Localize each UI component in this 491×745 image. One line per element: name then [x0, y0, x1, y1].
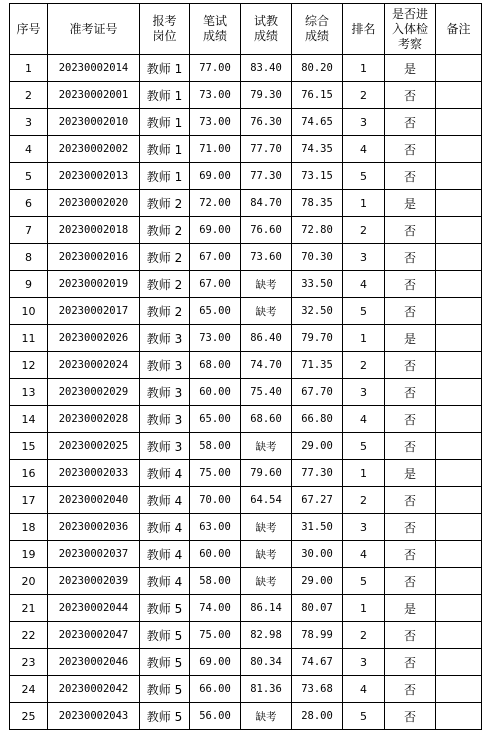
cell-position: 教师 2	[140, 298, 190, 325]
cell-composite-score: 31.50	[292, 514, 343, 541]
column-header-remarks	[436, 4, 482, 55]
cell-written-score: 66.00	[190, 676, 241, 703]
column-header-text: 成绩	[253, 29, 278, 43]
cell-position: 教师 2	[140, 190, 190, 217]
table-row	[10, 487, 482, 514]
cell-physical-exam: 否	[385, 217, 436, 244]
cell-remarks	[436, 541, 482, 568]
cell-exam-id: 20230002044	[48, 595, 140, 622]
column-header-text: 准考证号	[69, 21, 118, 36]
cell-trial-teaching-score: 86.14	[241, 595, 292, 622]
cell-composite-score: 74.67	[292, 649, 343, 676]
cell-trial-teaching-score: 80.34	[241, 649, 292, 676]
table-row	[10, 460, 482, 487]
cell-seq: 25	[10, 703, 48, 730]
cell-trial-teaching-score: 缺考	[241, 703, 292, 730]
cell-physical-exam: 否	[385, 298, 436, 325]
cell-rank: 2	[343, 352, 385, 379]
cell-position: 教师 2	[140, 217, 190, 244]
cell-position: 教师 4	[140, 487, 190, 514]
table-row	[10, 82, 482, 109]
column-header-text: 成绩	[304, 29, 329, 43]
cell-seq: 12	[10, 352, 48, 379]
cell-exam-id: 20230002024	[48, 352, 140, 379]
table-row	[10, 352, 482, 379]
cell-physical-exam: 否	[385, 406, 436, 433]
cell-remarks	[436, 406, 482, 433]
table-row	[10, 568, 482, 595]
cell-position: 教师 5	[140, 703, 190, 730]
table-row	[10, 325, 482, 352]
cell-position: 教师 2	[140, 244, 190, 271]
cell-seq: 5	[10, 163, 48, 190]
cell-composite-score: 76.15	[292, 82, 343, 109]
cell-position: 教师 4	[140, 568, 190, 595]
cell-written-score: 75.00	[190, 460, 241, 487]
column-header-text: 是否进	[391, 6, 428, 21]
cell-remarks	[436, 136, 482, 163]
cell-written-score: 67.00	[190, 271, 241, 298]
cell-trial-teaching-score: 79.30	[241, 82, 292, 109]
table-row	[10, 649, 482, 676]
cell-trial-teaching-score: 缺考	[241, 541, 292, 568]
cell-composite-score: 67.27	[292, 487, 343, 514]
cell-rank: 3	[343, 649, 385, 676]
cell-composite-score: 71.35	[292, 352, 343, 379]
cell-seq: 14	[10, 406, 48, 433]
cell-remarks	[436, 595, 482, 622]
cell-composite-score: 73.15	[292, 163, 343, 190]
cell-trial-teaching-score: 缺考	[241, 433, 292, 460]
cell-rank: 3	[343, 379, 385, 406]
cell-physical-exam: 否	[385, 568, 436, 595]
cell-trial-teaching-score: 缺考	[241, 514, 292, 541]
cell-exam-id: 20230002046	[48, 649, 140, 676]
cell-physical-exam: 否	[385, 514, 436, 541]
column-header-text: 考察	[397, 36, 422, 51]
cell-written-score: 73.00	[190, 82, 241, 109]
cell-seq: 22	[10, 622, 48, 649]
cell-written-score: 75.00	[190, 622, 241, 649]
cell-rank: 4	[343, 676, 385, 703]
cell-seq: 8	[10, 244, 48, 271]
cell-position: 教师 5	[140, 595, 190, 622]
cell-physical-exam: 是	[385, 325, 436, 352]
cell-remarks	[436, 514, 482, 541]
table-row	[10, 622, 482, 649]
table-row	[10, 514, 482, 541]
cell-position: 教师 1	[140, 55, 190, 82]
cell-exam-id: 20230002017	[48, 298, 140, 325]
cell-physical-exam: 是	[385, 55, 436, 82]
table-row	[10, 244, 482, 271]
cell-trial-teaching-score: 79.60	[241, 460, 292, 487]
cell-physical-exam: 否	[385, 703, 436, 730]
cell-physical-exam: 否	[385, 649, 436, 676]
cell-rank: 4	[343, 271, 385, 298]
cell-written-score: 58.00	[190, 568, 241, 595]
cell-seq: 17	[10, 487, 48, 514]
cell-written-score: 68.00	[190, 352, 241, 379]
cell-composite-score: 77.30	[292, 460, 343, 487]
cell-physical-exam: 否	[385, 487, 436, 514]
cell-remarks	[436, 82, 482, 109]
cell-trial-teaching-score: 68.60	[241, 406, 292, 433]
cell-rank: 2	[343, 487, 385, 514]
cell-composite-score: 72.80	[292, 217, 343, 244]
table-row	[10, 541, 482, 568]
cell-physical-exam: 否	[385, 352, 436, 379]
cell-remarks	[436, 190, 482, 217]
column-header-text: 成绩	[202, 29, 227, 43]
cell-trial-teaching-score: 缺考	[241, 568, 292, 595]
cell-exam-id: 20230002042	[48, 676, 140, 703]
cell-exam-id: 20230002010	[48, 109, 140, 136]
cell-composite-score: 29.00	[292, 433, 343, 460]
cell-composite-score: 32.50	[292, 298, 343, 325]
cell-remarks	[436, 352, 482, 379]
cell-remarks	[436, 109, 482, 136]
table-row	[10, 379, 482, 406]
cell-position: 教师 1	[140, 136, 190, 163]
cell-trial-teaching-score: 83.40	[241, 55, 292, 82]
cell-trial-teaching-score: 缺考	[241, 298, 292, 325]
cell-position: 教师 2	[140, 271, 190, 298]
column-header-text: 报考	[152, 14, 177, 28]
cell-position: 教师 3	[140, 352, 190, 379]
column-header-trial-teaching-score	[241, 4, 292, 55]
cell-physical-exam: 是	[385, 460, 436, 487]
cell-remarks	[436, 325, 482, 352]
cell-written-score: 58.00	[190, 433, 241, 460]
cell-remarks	[436, 622, 482, 649]
cell-trial-teaching-score: 74.70	[241, 352, 292, 379]
cell-exam-id: 20230002029	[48, 379, 140, 406]
cell-exam-id: 20230002028	[48, 406, 140, 433]
cell-trial-teaching-score: 86.40	[241, 325, 292, 352]
cell-seq: 21	[10, 595, 48, 622]
cell-seq: 1	[10, 55, 48, 82]
cell-physical-exam: 否	[385, 622, 436, 649]
cell-position: 教师 3	[140, 406, 190, 433]
cell-remarks	[436, 217, 482, 244]
cell-trial-teaching-score: 76.30	[241, 109, 292, 136]
cell-position: 教师 5	[140, 676, 190, 703]
cell-remarks	[436, 163, 482, 190]
cell-composite-score: 79.70	[292, 325, 343, 352]
cell-rank: 5	[343, 568, 385, 595]
cell-seq: 3	[10, 109, 48, 136]
cell-seq: 6	[10, 190, 48, 217]
cell-position: 教师 4	[140, 514, 190, 541]
cell-written-score: 73.00	[190, 325, 241, 352]
column-header-text: 岗位	[152, 29, 177, 43]
cell-composite-score: 67.70	[292, 379, 343, 406]
cell-rank: 1	[343, 55, 385, 82]
cell-rank: 1	[343, 325, 385, 352]
cell-rank: 2	[343, 82, 385, 109]
cell-exam-id: 20230002016	[48, 244, 140, 271]
cell-exam-id: 20230002039	[48, 568, 140, 595]
cell-rank: 3	[343, 109, 385, 136]
cell-written-score: 67.00	[190, 244, 241, 271]
cell-position: 教师 3	[140, 325, 190, 352]
cell-written-score: 71.00	[190, 136, 241, 163]
column-header-text: 笔试	[202, 14, 227, 28]
cell-exam-id: 20230002026	[48, 325, 140, 352]
cell-seq: 2	[10, 82, 48, 109]
table-row	[10, 163, 482, 190]
column-header-rank	[343, 4, 385, 55]
cell-written-score: 60.00	[190, 379, 241, 406]
cell-remarks	[436, 703, 482, 730]
cell-rank: 5	[343, 703, 385, 730]
cell-composite-score: 33.50	[292, 271, 343, 298]
cell-exam-id: 20230002020	[48, 190, 140, 217]
cell-rank: 3	[343, 244, 385, 271]
table-body	[10, 55, 482, 730]
cell-composite-score: 78.35	[292, 190, 343, 217]
cell-seq: 18	[10, 514, 48, 541]
cell-physical-exam: 否	[385, 271, 436, 298]
cell-physical-exam: 否	[385, 379, 436, 406]
cell-written-score: 69.00	[190, 217, 241, 244]
cell-composite-score: 70.30	[292, 244, 343, 271]
cell-exam-id: 20230002019	[48, 271, 140, 298]
cell-rank: 2	[343, 622, 385, 649]
table-row	[10, 595, 482, 622]
cell-remarks	[436, 487, 482, 514]
cell-seq: 19	[10, 541, 48, 568]
cell-rank: 1	[343, 460, 385, 487]
cell-remarks	[436, 298, 482, 325]
cell-exam-id: 20230002047	[48, 622, 140, 649]
cell-rank: 1	[343, 190, 385, 217]
cell-remarks	[436, 271, 482, 298]
cell-composite-score: 29.00	[292, 568, 343, 595]
cell-exam-id: 20230002043	[48, 703, 140, 730]
cell-rank: 5	[343, 433, 385, 460]
cell-exam-id: 20230002002	[48, 136, 140, 163]
cell-trial-teaching-score: 82.98	[241, 622, 292, 649]
cell-rank: 5	[343, 163, 385, 190]
cell-position: 教师 3	[140, 379, 190, 406]
cell-written-score: 74.00	[190, 595, 241, 622]
cell-seq: 24	[10, 676, 48, 703]
cell-seq: 10	[10, 298, 48, 325]
table-row	[10, 109, 482, 136]
cell-exam-id: 20230002025	[48, 433, 140, 460]
score-table-container	[9, 3, 481, 730]
cell-written-score: 65.00	[190, 298, 241, 325]
cell-seq: 9	[10, 271, 48, 298]
cell-position: 教师 1	[140, 163, 190, 190]
cell-trial-teaching-score: 75.40	[241, 379, 292, 406]
cell-seq: 23	[10, 649, 48, 676]
cell-rank: 5	[343, 298, 385, 325]
cell-trial-teaching-score: 84.70	[241, 190, 292, 217]
cell-rank: 4	[343, 136, 385, 163]
table-row	[10, 271, 482, 298]
cell-written-score: 73.00	[190, 109, 241, 136]
cell-remarks	[436, 649, 482, 676]
cell-trial-teaching-score: 73.60	[241, 244, 292, 271]
table-row	[10, 217, 482, 244]
cell-position: 教师 4	[140, 460, 190, 487]
cell-composite-score: 80.20	[292, 55, 343, 82]
cell-physical-exam: 否	[385, 244, 436, 271]
cell-trial-teaching-score: 缺考	[241, 271, 292, 298]
column-header-seq	[10, 4, 48, 55]
cell-rank: 4	[343, 406, 385, 433]
column-header-text: 综合	[304, 14, 329, 28]
cell-seq: 4	[10, 136, 48, 163]
cell-exam-id: 20230002037	[48, 541, 140, 568]
cell-composite-score: 73.68	[292, 676, 343, 703]
cell-written-score: 72.00	[190, 190, 241, 217]
cell-exam-id: 20230002014	[48, 55, 140, 82]
cell-exam-id: 20230002040	[48, 487, 140, 514]
cell-written-score: 63.00	[190, 514, 241, 541]
cell-remarks	[436, 568, 482, 595]
cell-remarks	[436, 379, 482, 406]
cell-trial-teaching-score: 64.54	[241, 487, 292, 514]
table-row	[10, 298, 482, 325]
column-header-text: 备注	[446, 21, 471, 36]
table-row	[10, 703, 482, 730]
cell-written-score: 69.00	[190, 163, 241, 190]
cell-composite-score: 66.80	[292, 406, 343, 433]
cell-physical-exam: 否	[385, 163, 436, 190]
cell-rank: 4	[343, 541, 385, 568]
cell-position: 教师 5	[140, 649, 190, 676]
cell-trial-teaching-score: 76.60	[241, 217, 292, 244]
cell-exam-id: 20230002013	[48, 163, 140, 190]
table-row	[10, 55, 482, 82]
column-header-text: 试教	[253, 14, 278, 28]
table-header	[10, 4, 482, 55]
cell-position: 教师 3	[140, 433, 190, 460]
cell-remarks	[436, 55, 482, 82]
cell-composite-score: 80.07	[292, 595, 343, 622]
cell-exam-id: 20230002001	[48, 82, 140, 109]
cell-position: 教师 5	[140, 622, 190, 649]
column-header-text: 序号	[16, 21, 41, 36]
cell-written-score: 60.00	[190, 541, 241, 568]
cell-position: 教师 1	[140, 82, 190, 109]
cell-seq: 11	[10, 325, 48, 352]
column-header-physical-exam	[385, 4, 436, 55]
score-table	[9, 3, 482, 730]
cell-remarks	[436, 676, 482, 703]
table-row	[10, 136, 482, 163]
cell-exam-id: 20230002033	[48, 460, 140, 487]
cell-remarks	[436, 244, 482, 271]
cell-composite-score: 74.65	[292, 109, 343, 136]
cell-physical-exam: 是	[385, 595, 436, 622]
column-header-position	[140, 4, 190, 55]
cell-written-score: 65.00	[190, 406, 241, 433]
cell-position: 教师 4	[140, 541, 190, 568]
cell-physical-exam: 否	[385, 433, 436, 460]
cell-trial-teaching-score: 81.36	[241, 676, 292, 703]
cell-position: 教师 1	[140, 109, 190, 136]
table-row	[10, 433, 482, 460]
cell-written-score: 77.00	[190, 55, 241, 82]
table-row	[10, 406, 482, 433]
cell-trial-teaching-score: 77.30	[241, 163, 292, 190]
cell-trial-teaching-score: 77.70	[241, 136, 292, 163]
cell-seq: 13	[10, 379, 48, 406]
cell-rank: 2	[343, 217, 385, 244]
cell-rank: 1	[343, 595, 385, 622]
cell-physical-exam: 否	[385, 82, 436, 109]
cell-seq: 7	[10, 217, 48, 244]
column-header-text: 入体检	[391, 21, 428, 36]
cell-composite-score: 30.00	[292, 541, 343, 568]
cell-composite-score: 74.35	[292, 136, 343, 163]
table-row	[10, 676, 482, 703]
cell-exam-id: 20230002036	[48, 514, 140, 541]
cell-remarks	[436, 433, 482, 460]
cell-physical-exam: 是	[385, 190, 436, 217]
cell-physical-exam: 否	[385, 676, 436, 703]
column-header-written-score	[190, 4, 241, 55]
column-header-composite-score	[292, 4, 343, 55]
cell-seq: 16	[10, 460, 48, 487]
cell-seq: 20	[10, 568, 48, 595]
cell-physical-exam: 否	[385, 541, 436, 568]
column-header-exam-id	[48, 4, 140, 55]
cell-composite-score: 28.00	[292, 703, 343, 730]
cell-rank: 3	[343, 514, 385, 541]
cell-seq: 15	[10, 433, 48, 460]
table-row	[10, 190, 482, 217]
cell-exam-id: 20230002018	[48, 217, 140, 244]
cell-physical-exam: 否	[385, 109, 436, 136]
cell-written-score: 69.00	[190, 649, 241, 676]
cell-composite-score: 78.99	[292, 622, 343, 649]
cell-written-score: 56.00	[190, 703, 241, 730]
cell-remarks	[436, 460, 482, 487]
column-header-text: 排名	[351, 21, 376, 36]
cell-physical-exam: 否	[385, 136, 436, 163]
header-row	[10, 4, 482, 55]
cell-written-score: 70.00	[190, 487, 241, 514]
